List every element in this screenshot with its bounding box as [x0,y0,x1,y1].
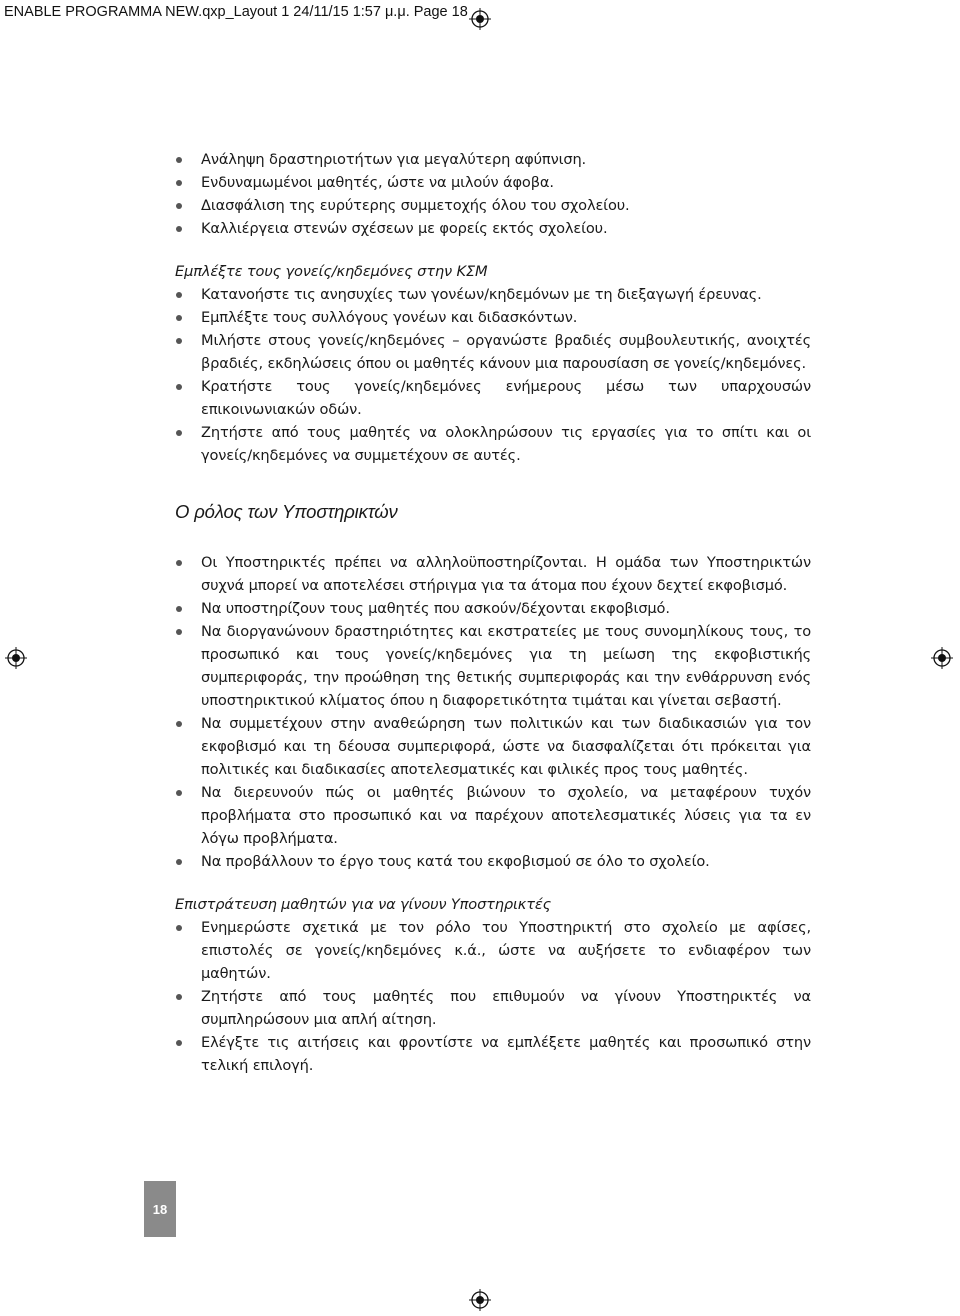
list-item: Καλλιέργεια στενών σχέσεων με φορείς εκτός σχολείου. [175,217,811,240]
registration-mark-top-icon [469,8,491,30]
list-item: Να προβάλλουν το έργο τους κατά του εκφοβισμού σε όλο το σχολείο. [175,850,811,873]
registration-mark-right-icon [931,647,953,669]
list-item: Ανάληψη δραστηριοτήτων για μεγαλύτερη αφύπνιση. [175,148,811,171]
page-number-tab: 18 [144,1181,176,1237]
list-item: Διασφάλιση της ευρύτερης συμμετοχής όλου του σχολείου. [175,194,811,217]
list-item: Κατανοήστε τις ανησυχίες των γονέων/κηδεμόνων με τη διεξαγωγή έρευνας. [175,283,811,306]
list-item: Ελέγξτε τις αιτήσεις και φροντίστε να εμπλέξετε μαθητές και προσωπικό στην τελική επιλογή. [175,1031,811,1077]
list-item: Ζητήστε από τους μαθητές που επιθυμούν να γίνουν Υποστηρικτές να συμπληρώσουν μια απλή αίτηση. [175,985,811,1031]
list-item: Να διοργανώνουν δραστηριότητες και εκστρατείες με τους συνομηλίκους τους, το προσωπικό και τους γονείς/κηδεμόνες για τη μείωση της εκφοβιστικής συμπεριφοράς, την προώθηση της θετικής συμπεριφοράς και την ενθάρρυνση ενός υποστηρικτικού κλίματος όπου η διαφορετικότητα τιμάται και γίνεται σεβαστή. [175,620,811,712]
benefits-list [175,148,811,240]
list-item: Κρατήστε τους γονείς/κηδεμόνες ενήμερους μέσω των υπαρχουσών επικοινωνιακών οδών. [175,375,811,421]
parents-list [175,283,811,467]
registration-mark-bottom-icon [469,1289,491,1311]
list-item: Μιλήστε στους γονείς/κηδεμόνες – οργανώστε βραδιές συμβουλευτικής, ανοιχτές βραδιές, εκδηλώσεις όπου οι μαθητές κάνουν μια παρουσίαση σε γονείς/κηδεμόνες. [175,329,811,375]
subheading-recruitment: Επιστράτευση μαθητών για να γίνουν Υποστηρικτές [175,896,552,913]
page-content [175,148,811,1077]
list-item: Ενδυναμωμένοι μαθητές, ώστε να μιλούν άφοβα. [175,171,811,194]
list-item: Να διερευνούν πώς οι μαθητές βιώνουν το σχολείο, να μεταφέρουν τυχόν προβλήματα στο προσωπικό και να παρέχουν αποτελεσματικές λύσεις για τα εν λόγω προβλήματα. [175,781,811,850]
list-item: Ενημερώστε σχετικά με τον ρόλο του Υποστηρικτή στο σχολείο με αφίσες, επιστολές σε γονείς/κηδεμόνες κ.ά., ώστε να αυξήσετε το ενδιαφέρον των μαθητών. [175,916,811,985]
list-item: Εμπλέξτε τους συλλόγους γονέων και διδασκόντων. [175,306,811,329]
supporters-role-list [175,551,811,873]
list-item: Να συμμετέχουν στην αναθεώρηση των πολιτικών και των διαδικασιών για τον εκφοβισμό και τη δέουσα συμπεριφορά, ώστε να διασφαλίζεται ότι πρόκειται για πολιτικές και διαδικασίες αποτελεσματικές και φιλικές προς τους μαθητές. [175,712,811,781]
list-item: Ζητήστε από τους μαθητές να ολοκληρώσουν τις εργασίες για το σπίτι και οι γονείς/κηδεμόνες να συμμετέχουν σε αυτές. [175,421,811,467]
subheading-parents: Εμπλέξτε τους γονείς/κηδεμόνες στην ΚΣΜ [175,263,488,280]
list-item: Οι Υποστηρικτές πρέπει να αλληλοϋποστηρίζονται. Η ομάδα των Υποστηρικτών συχνά μπορεί να αποτελέσει στήριγμα για τα άτομα που έχουν δεχτεί εκφοβισμό. [175,551,811,597]
print-slug: ENABLE PROGRAMMA NEW.qxp_Layout 1 24/11/15 1:57 μ.μ. Page 18 [4,4,468,20]
section-heading-supporters: Ο ρόλος των Υποστηρικτών [175,501,398,522]
list-item: Να υποστηρίζουν τους μαθητές που ασκούν/δέχονται εκφοβισμό. [175,597,811,620]
recruitment-list [175,916,811,1077]
registration-mark-left-icon [5,647,27,669]
